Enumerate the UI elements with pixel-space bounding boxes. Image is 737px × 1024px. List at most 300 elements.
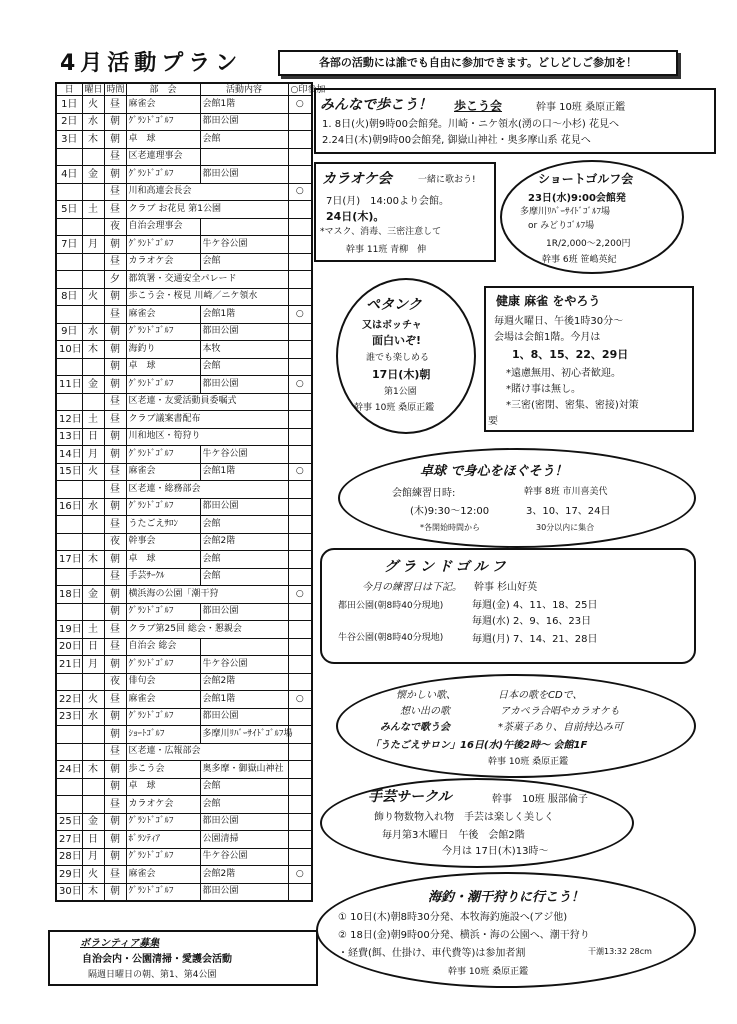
cell-weekday: 火 <box>82 691 104 709</box>
cell-check <box>288 656 312 674</box>
cell-time: 朝 <box>104 376 126 394</box>
cell-time: 昼 <box>104 638 126 656</box>
tabletennis-title: 卓球 で身心をほぐそう！ <box>420 464 568 479</box>
cell-club: クラブ第25回 総会・懇親会 <box>126 621 288 639</box>
cell-day <box>56 253 82 271</box>
schedule-row <box>56 638 312 656</box>
petanque-line5: 第1公園 <box>384 387 417 397</box>
cell-time: 朝 <box>104 288 126 306</box>
header-club: 部 会 <box>126 83 200 96</box>
cell-place: 牛ケ谷公園 <box>200 848 288 866</box>
cell-weekday: 火 <box>82 96 104 114</box>
cell-weekday <box>82 393 104 411</box>
cell-check: ○ <box>288 691 312 709</box>
cell-place: 都田公園 <box>200 813 288 831</box>
fishing-line3: ・経費(餌、仕掛け、車代費等)は参加者割 <box>338 948 526 959</box>
cell-club: 歩こう会 <box>126 761 200 779</box>
cell-time: 昼 <box>104 743 126 761</box>
cell-check <box>288 516 312 534</box>
cell-time: 朝 <box>104 113 126 131</box>
mahjong-box <box>484 286 694 432</box>
cell-place: 本牧 <box>200 341 288 359</box>
cell-club: ﾎﾞﾗﾝﾃｨｱ <box>126 831 200 849</box>
cell-time: 朝 <box>104 131 126 149</box>
cell-weekday: 木 <box>82 761 104 779</box>
cell-weekday <box>82 306 104 324</box>
cell-weekday: 木 <box>82 341 104 359</box>
header-time: 時間 <box>104 83 126 96</box>
cell-check: ○ <box>288 586 312 604</box>
cell-club: クラブ お花見 第1公園 <box>126 201 288 219</box>
schedule-row <box>56 288 312 306</box>
cell-day: 2日 <box>56 113 82 131</box>
cell-check <box>288 201 312 219</box>
cell-time: 朝 <box>104 446 126 464</box>
cell-day: 28日 <box>56 848 82 866</box>
cell-club: 川和高連会長会 <box>126 183 288 201</box>
schedule-row <box>56 323 312 341</box>
utagoe-line3: 日本の歌をCDで、 <box>498 690 583 701</box>
cell-place <box>200 218 288 236</box>
volunteer-heading: ボランティア募集 <box>80 938 160 949</box>
cell-place: 都田公園 <box>200 883 288 901</box>
cell-check <box>288 621 312 639</box>
schedule-row <box>56 236 312 254</box>
header-day: 日 <box>56 83 82 96</box>
cell-weekday <box>82 148 104 166</box>
cell-weekday: 月 <box>82 236 104 254</box>
cell-check <box>288 551 312 569</box>
groundgolf-day3: 毎週(月) 7、14、21、28日 <box>472 634 598 645</box>
cell-day: 18日 <box>56 586 82 604</box>
cell-time: 朝 <box>104 586 126 604</box>
cell-day: 16日 <box>56 498 82 516</box>
schedule-row <box>56 201 312 219</box>
tabletennis-line3: 3、10、17、24日 <box>526 506 611 517</box>
cell-weekday <box>82 743 104 761</box>
schedule-row <box>56 691 312 709</box>
cell-day: 10日 <box>56 341 82 359</box>
cell-weekday: 日 <box>82 638 104 656</box>
cell-check: ○ <box>288 183 312 201</box>
utagoe-line6: *茶菓子あり、自前持込み可 <box>498 722 623 733</box>
schedule-row <box>56 393 312 411</box>
cell-club: 横浜海の公園「潮干狩 <box>126 586 288 604</box>
cell-club: 卓 球 <box>126 131 200 149</box>
cell-club: 区老連・広報部会 <box>126 743 288 761</box>
volunteer-box <box>48 930 318 986</box>
cell-club: 自治会 総会 <box>126 638 200 656</box>
schedule-row <box>56 446 312 464</box>
cell-club: 区老連・総務部会 <box>126 481 288 499</box>
utagoe-line2: 想い出の歌 <box>400 706 450 717</box>
petanque-title: ペタンク <box>366 297 422 313</box>
schedule-row <box>56 761 312 779</box>
handcraft-title: 手芸サークル <box>368 789 452 805</box>
cell-club: うたごえｻﾛﾝ <box>126 516 200 534</box>
schedule-row <box>56 813 312 831</box>
cell-club: 都筑署・交通安全パレード <box>126 271 288 289</box>
cell-weekday: 金 <box>82 586 104 604</box>
utagoe-line7: 「うたごえサロン」16日(水)午後2時～ 会館1F <box>370 740 588 751</box>
cell-check <box>288 638 312 656</box>
schedule-row <box>56 411 312 429</box>
cell-weekday <box>82 533 104 551</box>
karaoke-leader: 幹事 11班 青柳 伸 <box>346 245 427 255</box>
petanque-line2: 面白いぞ! <box>372 334 422 347</box>
karaoke-box <box>314 162 496 262</box>
cell-club: 区老連理事会 <box>126 148 200 166</box>
schedule-row <box>56 183 312 201</box>
cell-day: 30日 <box>56 883 82 901</box>
handcraft-leader: 幹事 10班 服部倫子 <box>492 794 588 805</box>
cell-check <box>288 813 312 831</box>
schedule-row <box>56 551 312 569</box>
cell-time: 昼 <box>104 411 126 429</box>
utagoe-line4: アカペラ合唱やカラオケも <box>500 706 620 717</box>
schedule-row <box>56 883 312 901</box>
mahjong-line6: *三密(密閉、密集、密接)対策 <box>506 400 639 411</box>
schedule-row <box>56 376 312 394</box>
cell-weekday <box>82 778 104 796</box>
shortgolf-box <box>500 160 684 274</box>
handcraft-line2: 毎月第3木曜日 午後 会館2階 <box>382 830 525 841</box>
karaoke-line1: 7日(月) 14:00より会館。 <box>326 196 449 207</box>
cell-club: 卓 球 <box>126 358 200 376</box>
schedule-row <box>56 848 312 866</box>
fishing-title: 海釣・潮干狩りに行こう！ <box>428 890 585 905</box>
cell-club: ｸﾞﾗﾝﾄﾞｺﾞﾙﾌ <box>126 376 200 394</box>
schedule-row <box>56 621 312 639</box>
header-check: ○印参加 <box>288 83 312 96</box>
cell-day <box>56 148 82 166</box>
cell-club: 麻雀会 <box>126 691 200 709</box>
walk-line2: 2.24日(木)朝9時00会館発, 御嶽山神社・奥多摩山系 花見へ <box>322 135 591 146</box>
cell-place: 会館 <box>200 568 288 586</box>
cell-time: 朝 <box>104 813 126 831</box>
cell-time: 朝 <box>104 341 126 359</box>
cell-time: 夜 <box>104 218 126 236</box>
tabletennis-box <box>338 448 696 548</box>
schedule-row <box>56 131 312 149</box>
schedule-row <box>56 656 312 674</box>
cell-club: 俳句会 <box>126 673 200 691</box>
walk-club: 歩こう会 <box>454 99 503 113</box>
cell-check <box>288 271 312 289</box>
mahjong-line1: 毎週火曜日、午後1時30分～ <box>494 316 624 327</box>
schedule-row <box>56 218 312 236</box>
cell-place: 会館1階 <box>200 306 288 324</box>
cell-day: 17日 <box>56 551 82 569</box>
cell-club: 区老連・友愛活動員委嘱式 <box>126 393 288 411</box>
schedule-row <box>56 533 312 551</box>
schedule-row <box>56 498 312 516</box>
cell-place: 牛ケ谷公園 <box>200 236 288 254</box>
cell-weekday: 月 <box>82 446 104 464</box>
cell-weekday: 火 <box>82 866 104 884</box>
cell-place: 牛ケ谷公園 <box>200 656 288 674</box>
schedule-row <box>56 568 312 586</box>
cell-place: 都田公園 <box>200 603 288 621</box>
cell-club: ｸﾞﾗﾝﾄﾞｺﾞﾙﾌ <box>126 813 200 831</box>
cell-time: 朝 <box>104 428 126 446</box>
cell-day <box>56 271 82 289</box>
cell-place: 公園清掃 <box>200 831 288 849</box>
cell-time: 昼 <box>104 481 126 499</box>
cell-check <box>288 393 312 411</box>
karaoke-line2: 24日(木)。 <box>326 210 385 223</box>
cell-club: ｸﾞﾗﾝﾄﾞｺﾞﾙﾌ <box>126 603 200 621</box>
cell-weekday: 金 <box>82 813 104 831</box>
cell-check <box>288 166 312 184</box>
shortgolf-line4: 1R/2,000～2,200円 <box>546 239 631 249</box>
cell-weekday: 木 <box>82 131 104 149</box>
cell-time: 朝 <box>104 761 126 779</box>
cell-check <box>288 358 312 376</box>
cell-weekday: 日 <box>82 428 104 446</box>
cell-weekday: 水 <box>82 708 104 726</box>
cell-check <box>288 428 312 446</box>
walk-box <box>314 88 716 154</box>
cell-place: 都田公園 <box>200 166 288 184</box>
cell-weekday <box>82 481 104 499</box>
handcraft-box <box>320 778 634 868</box>
cell-weekday: 水 <box>82 113 104 131</box>
cell-check <box>288 743 312 761</box>
cell-weekday: 火 <box>82 288 104 306</box>
cell-day: 8日 <box>56 288 82 306</box>
schedule-row <box>56 428 312 446</box>
shortgolf-line3: or みどりｺﾞﾙﾌ場 <box>528 221 595 231</box>
walk-line1: 1. 8日(火)朝9時00会館発。川崎・ニケ領水(湧の口～小杉) 花見へ <box>322 119 619 130</box>
cell-day: 24日 <box>56 761 82 779</box>
mahjong-line2: 会場は会館1階。今月は <box>494 332 601 343</box>
cell-place: 牛ケ谷公園 <box>200 446 288 464</box>
petanque-box <box>336 278 476 434</box>
schedule-row <box>56 113 312 131</box>
cell-place: 会館2階 <box>200 866 288 884</box>
cell-club: 卓 球 <box>126 551 200 569</box>
cell-check <box>288 253 312 271</box>
cell-day <box>56 358 82 376</box>
cell-time: 朝 <box>104 883 126 901</box>
cell-club: 麻雀会 <box>126 306 200 324</box>
cell-day <box>56 393 82 411</box>
cell-place: 会館1階 <box>200 463 288 481</box>
cell-day <box>56 568 82 586</box>
shortgolf-leader: 幹事 6班 笹嶋英紀 <box>542 255 617 265</box>
cell-weekday: 火 <box>82 463 104 481</box>
petanque-line4: 17日(木)朝 <box>372 368 431 381</box>
schedule-row <box>56 271 312 289</box>
schedule-row <box>56 463 312 481</box>
cell-club: ｸﾞﾗﾝﾄﾞｺﾞﾙﾌ <box>126 113 200 131</box>
cell-club: 川和地区・筍狩り <box>126 428 288 446</box>
cell-club: 歩こう会・桜見 川崎／ニケ領水 <box>126 288 288 306</box>
cell-day: 1日 <box>56 96 82 114</box>
cell-time: 朝 <box>104 603 126 621</box>
schedule-row <box>56 831 312 849</box>
schedule-row <box>56 726 312 744</box>
cell-weekday <box>82 568 104 586</box>
cell-place: 都田公園 <box>200 113 288 131</box>
schedule-row <box>56 341 312 359</box>
cell-place: 会館 <box>200 796 288 814</box>
cell-club: ｸﾞﾗﾝﾄﾞｺﾞﾙﾌ <box>126 708 200 726</box>
tabletennis-line5: 30分以内に集合 <box>536 523 595 532</box>
cell-weekday: 日 <box>82 831 104 849</box>
cell-time: 昼 <box>104 568 126 586</box>
schedule-row <box>56 603 312 621</box>
cell-weekday <box>82 603 104 621</box>
cell-day <box>56 673 82 691</box>
cell-place <box>200 638 288 656</box>
cell-check <box>288 603 312 621</box>
cell-check: ○ <box>288 306 312 324</box>
cell-weekday: 木 <box>82 883 104 901</box>
handcraft-line3: 今月は 17日(木)13時～ <box>442 846 549 857</box>
cell-time: 朝 <box>104 166 126 184</box>
cell-place: 会館1階 <box>200 96 288 114</box>
cell-place <box>200 148 288 166</box>
groundgolf-place1: 都田公園(朝8時40分現地) <box>338 601 444 611</box>
header-weekday: 曜日 <box>82 83 104 96</box>
cell-place: 多摩川ﾘﾊﾞｰｻｲﾄﾞｺﾞﾙﾌ場 <box>200 726 288 744</box>
cell-place: 会館1階 <box>200 691 288 709</box>
schedule-header <box>56 83 312 96</box>
cell-day: 4日 <box>56 166 82 184</box>
cell-place: 会館 <box>200 778 288 796</box>
cell-check <box>288 411 312 429</box>
cell-club: 麻雀会 <box>126 463 200 481</box>
utagoe-leader: 幹事 10班 桑原正鑑 <box>488 757 569 767</box>
petanque-line1: 又はボッチャ <box>362 320 422 331</box>
cell-day <box>56 183 82 201</box>
cell-club: 手芸ｻｰｸﾙ <box>126 568 200 586</box>
cell-place: 会館 <box>200 253 288 271</box>
cell-time: 昼 <box>104 621 126 639</box>
groundgolf-leader: 幹事 杉山好英 <box>474 582 538 593</box>
fishing-box <box>316 872 696 988</box>
cell-check <box>288 113 312 131</box>
cell-check <box>288 533 312 551</box>
cell-day <box>56 603 82 621</box>
cell-club: ｸﾞﾗﾝﾄﾞｺﾞﾙﾌ <box>126 166 200 184</box>
cell-time: 朝 <box>104 323 126 341</box>
cell-check <box>288 568 312 586</box>
cell-weekday: 金 <box>82 166 104 184</box>
cell-time: 朝 <box>104 551 126 569</box>
cell-weekday: 水 <box>82 498 104 516</box>
cell-weekday: 土 <box>82 411 104 429</box>
cell-club: クラブ議案書配布 <box>126 411 288 429</box>
cell-time: 昼 <box>104 306 126 324</box>
schedule-row <box>56 481 312 499</box>
mahjong-line5: *賭け事は無し。 <box>506 384 581 395</box>
cell-check: ○ <box>288 866 312 884</box>
fishing-leader: 幹事 10班 桑原正鑑 <box>448 967 529 977</box>
shortgolf-title: ショートゴルフ会 <box>538 172 634 186</box>
schedule-row <box>56 743 312 761</box>
cell-day <box>56 743 82 761</box>
mahjong-line4: *遠慮無用、初心者歓迎。 <box>506 368 621 379</box>
cell-time: 昼 <box>104 463 126 481</box>
cell-day: 12日 <box>56 411 82 429</box>
cell-check: ○ <box>288 463 312 481</box>
cell-day <box>56 306 82 324</box>
karaoke-line3: *マスク、消毒、三密注意して <box>320 227 442 237</box>
cell-check <box>288 341 312 359</box>
cell-day: 22日 <box>56 691 82 709</box>
mahjong-line3: 1、8、15、22、29日 <box>512 348 629 361</box>
tabletennis-line1: 会館練習日時: <box>392 488 456 499</box>
cell-check <box>288 831 312 849</box>
cell-time: 朝 <box>104 831 126 849</box>
schedule-row <box>56 166 312 184</box>
fishing-tide: 干潮13:32 28cm <box>588 947 652 956</box>
cell-club: ｸﾞﾗﾝﾄﾞｺﾞﾙﾌ <box>126 236 200 254</box>
cell-weekday: 金 <box>82 376 104 394</box>
cell-club: 卓 球 <box>126 778 200 796</box>
cell-time: 昼 <box>104 183 126 201</box>
groundgolf-sub: 今月の練習日は下記。 <box>362 582 462 593</box>
karaoke-title: カラオケ会 <box>322 171 392 187</box>
cell-time: 昼 <box>104 253 126 271</box>
cell-check <box>288 673 312 691</box>
cell-club: ｸﾞﾗﾝﾄﾞｺﾞﾙﾌ <box>126 446 200 464</box>
cell-place: 都田公園 <box>200 498 288 516</box>
cell-day: 11日 <box>56 376 82 394</box>
header-activity: 活動内容 <box>200 83 288 96</box>
cell-weekday <box>82 673 104 691</box>
walk-leader: 幹事 10班 桑原正鑑 <box>536 102 626 113</box>
groundgolf-day1: 毎週(金) 4、11、18、25日 <box>472 600 598 611</box>
cell-club: ｸﾞﾗﾝﾄﾞｺﾞﾙﾌ <box>126 656 200 674</box>
cell-time: 朝 <box>104 236 126 254</box>
cell-weekday <box>82 358 104 376</box>
cell-place: 会館 <box>200 551 288 569</box>
cell-time: 朝 <box>104 498 126 516</box>
walk-title: みんなで歩こう！ <box>320 97 432 113</box>
mahjong-title: 健康 麻雀 をやろう <box>496 294 601 308</box>
cell-day: 27日 <box>56 831 82 849</box>
cell-weekday <box>82 516 104 534</box>
cell-day: 15日 <box>56 463 82 481</box>
cell-time: 昼 <box>104 201 126 219</box>
utagoe-line5: みんなで歌う会 <box>380 722 450 733</box>
cell-time: 昼 <box>104 393 126 411</box>
cell-time: 朝 <box>104 778 126 796</box>
schedule-row <box>56 148 312 166</box>
cell-check: ○ <box>288 96 312 114</box>
groundgolf-place2: 牛谷公園(朝8時40分現地) <box>338 633 444 643</box>
schedule-row <box>56 708 312 726</box>
cell-weekday <box>82 271 104 289</box>
cell-club: カラオケ会 <box>126 253 200 271</box>
cell-day <box>56 516 82 534</box>
volunteer-line2: 隔週日曜日の朝、第1、第4公園 <box>88 970 217 980</box>
cell-day: 29日 <box>56 866 82 884</box>
fishing-line1: ① 10日(木)朝8時30分発、本牧海釣施設へ(アジ他) <box>338 912 568 923</box>
cell-club: 海釣り <box>126 341 200 359</box>
groundgolf-day2: 毎週(水) 2、9、16、23日 <box>472 616 592 627</box>
cell-place: 都田公園 <box>200 323 288 341</box>
schedule-row <box>56 866 312 884</box>
cell-day: 14日 <box>56 446 82 464</box>
cell-weekday: 土 <box>82 201 104 219</box>
cell-place: 会館 <box>200 516 288 534</box>
cell-check <box>288 761 312 779</box>
